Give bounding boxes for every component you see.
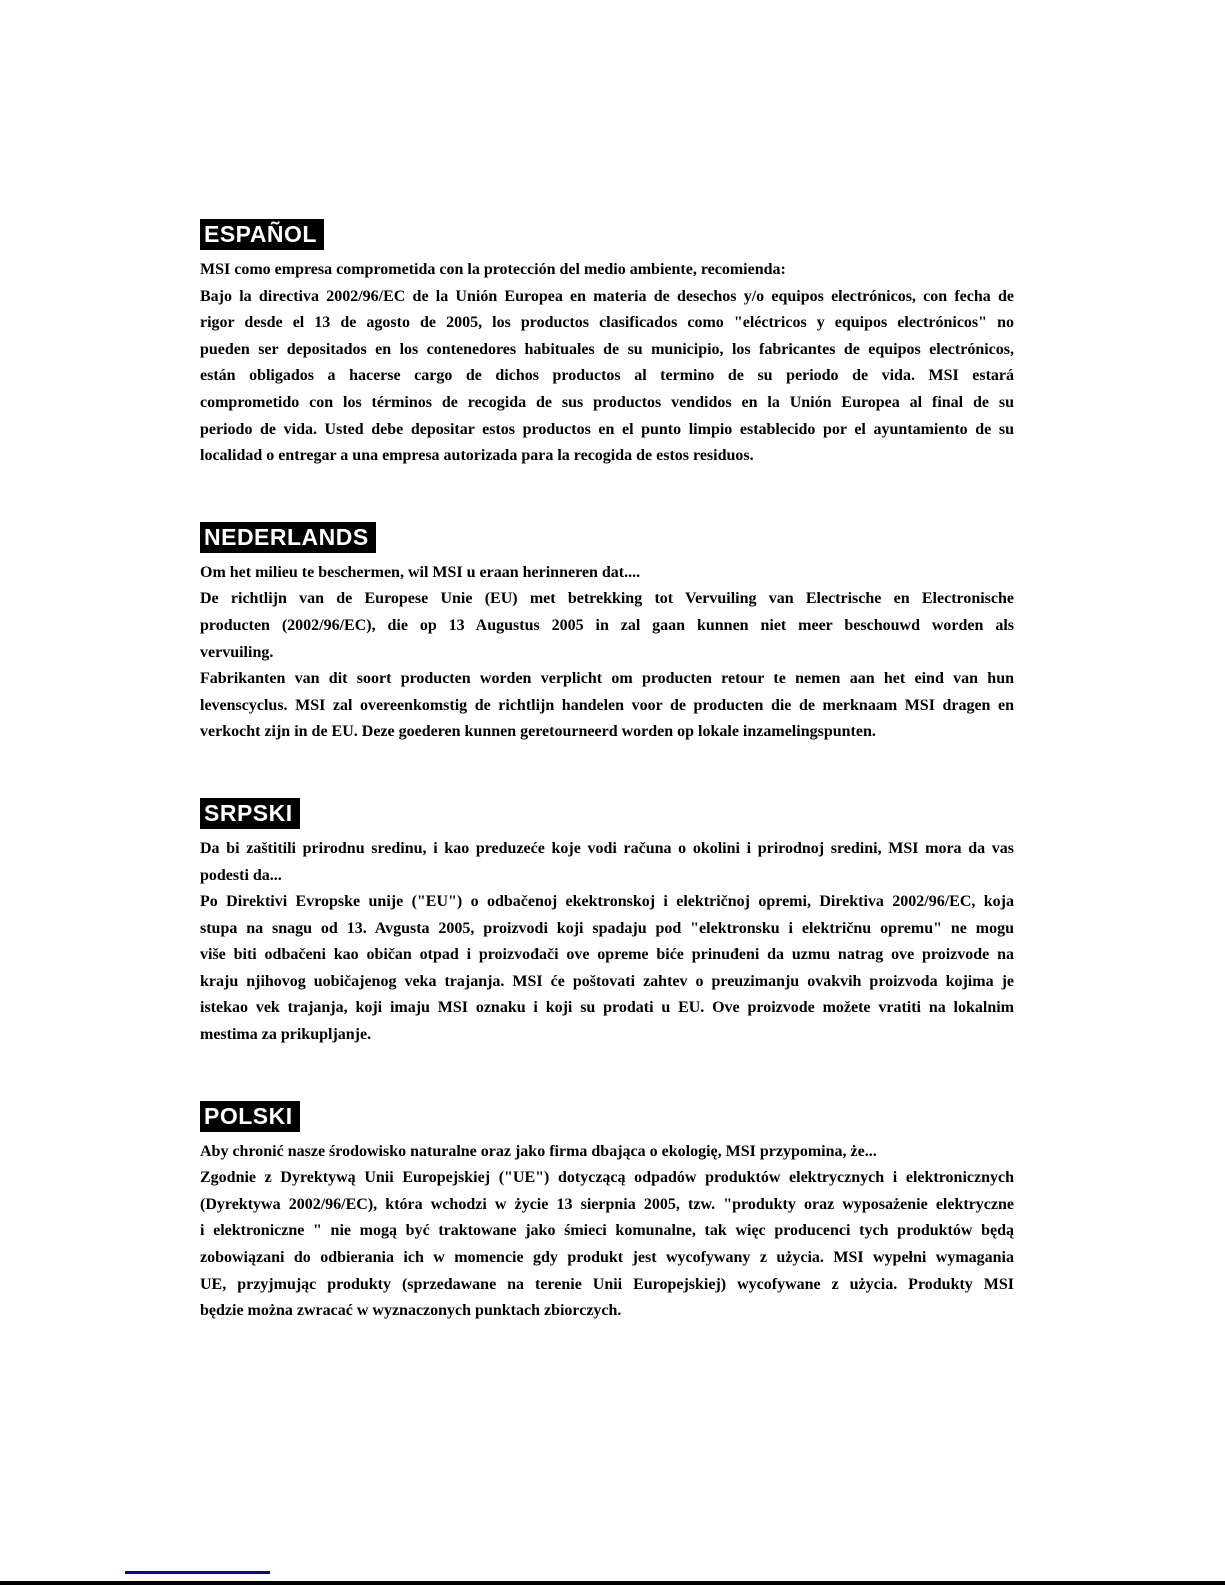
section-srpski xyxy=(200,798,1014,1049)
section-body-nederlands xyxy=(200,560,1014,746)
page-bottom-rule xyxy=(0,1581,1225,1585)
text-line: Da bi zaštitili prirodnu sredinu, i kao preduzeće koje vodi računa o okolini i prirodnoj sredini, MSI mora da vas xyxy=(200,839,1014,857)
section-title-nederlands: NEDERLANDS xyxy=(200,522,376,553)
text-line: pueden ser depositados en los contenedores habituales de su municipio, los fabricantes de equipos electrónicos, xyxy=(200,340,1014,358)
text-line: (Dyrektywa 2002/96/EC), która wchodzi w życie 13 sierpnia 2005, tzw. "produkty oraz wyposażenie elektryczne xyxy=(200,1195,1014,1213)
text-line: verkocht zijn in de EU. Deze goederen kunnen geretourneerd worden op lokale inzamelingspunten. xyxy=(200,723,876,741)
section-title-srpski: SRPSKI xyxy=(200,798,300,829)
text-line: rigor desde el 13 de agosto de 2005, los productos clasificados como "eléctricos y equipos electrónicos" no xyxy=(200,314,1014,332)
text-line: comprometido con los términos de recogida de sus productos vendidos en la Unión Europea al final de su xyxy=(200,393,1014,411)
text-line: i elektroniczne " nie mogą być traktowane jako śmieci komunalne, tak więc producenci tych produktów będą xyxy=(200,1222,1014,1240)
text-line: Om het milieu te beschermen, wil MSI u eraan herinneren dat.... xyxy=(200,563,641,581)
section-nederlands xyxy=(200,522,1014,746)
text-line: više biti odbačeni kao običan otpad i proizvođači ove opreme biće prinuđeni da uzmu natrag ove proizvode na xyxy=(200,946,1014,964)
text-line: producten (2002/96/EC), die op 13 Augustus 2005 in zal gaan kunnen niet meer beschouwd worden als xyxy=(200,616,1014,634)
text-line: levenscyclus. MSI zal overeenkomstig de richtlijn handelen voor de producten die de merknaam MSI dragen en xyxy=(200,696,1014,714)
text-line: mestima za prikupljanje. xyxy=(200,1026,372,1044)
section-polski xyxy=(200,1101,1014,1325)
text-line: kraju njihovog uobičajenog veka trajanja. MSI će poštovati zahtev o preuzimanju ovakvih proizvoda kojima je xyxy=(200,972,1014,990)
page-content xyxy=(200,219,1014,1377)
text-line: periodo de vida. Usted debe depositar estos productos en el punto limpio establecido por el ayuntamiento de su xyxy=(200,420,1014,438)
text-line: están obligados a hacerse cargo de dichos productos al termino de su periodo de vida. MSI estará xyxy=(200,367,1014,385)
section-title-espanol: ESPAÑOL xyxy=(200,219,324,250)
text-line: Po Direktivi Evropske unije ("EU") o odbačenoj ekektronskoj i električnoj opremi, Direktiva 2002/96/EC, koja xyxy=(200,893,1014,911)
text-line: będzie można zwracać w wyznaczonych punktach zbiorczych. xyxy=(200,1302,622,1320)
text-line: stupa na snagu od 13. Avgusta 2005, proizvodi koji spadaju pod "elektronsku i električnu opremu" ne mogu xyxy=(200,919,1014,937)
text-line: zobowiązani do odbierania ich w momencie gdy produkt jest wycofywany z użycia. MSI wypełni wymagania xyxy=(200,1249,1014,1267)
section-title-polski: POLSKI xyxy=(200,1101,300,1132)
section-body-espanol xyxy=(200,257,1014,470)
section-body-srpski xyxy=(200,836,1014,1049)
text-line: De richtlijn van de Europese Unie (EU) met betrekking tot Vervuiling van Electrische en Electronische xyxy=(200,590,1014,608)
text-line: Zgodnie z Dyrektywą Unii Europejskiej ("UE") dotyczącą odpadów produktów elektrycznych i elektronicznych xyxy=(200,1169,1014,1187)
text-line: UE, przyjmując produkty (sprzedawane na terenie Unii Europejskiej) wycofywane z użycia. Produkty MSI xyxy=(200,1275,1014,1293)
text-line: localidad o entregar a una empresa autorizada para la recogida de estos residuos. xyxy=(200,447,754,465)
footer-link-underline[interactable] xyxy=(125,1571,270,1574)
text-line: MSI como empresa comprometida con la protección del medio ambiente, recomienda: xyxy=(200,261,786,278)
text-line: Fabrikanten van dit soort producten worden verplicht om producten retour te nemen aan het eind van hun xyxy=(200,670,1014,688)
text-line: Bajo la directiva 2002/96/EC de la Unión Europea en materia de desechos y/o equipos electrónicos, con fecha de xyxy=(200,287,1014,305)
text-line: podesti da... xyxy=(200,866,282,884)
section-body-polski xyxy=(200,1139,1014,1325)
text-line: vervuiling. xyxy=(200,643,274,661)
text-line: Aby chronić nasze środowisko naturalne oraz jako firma dbająca o ekologię, MSI przypomina, że... xyxy=(200,1142,877,1160)
section-espanol xyxy=(200,219,1014,470)
text-line: istekao vek trajanja, koji imaju MSI oznaku i koji su prodati u EU. Ove proizvode možete vratiti na lokalnim xyxy=(200,999,1014,1017)
